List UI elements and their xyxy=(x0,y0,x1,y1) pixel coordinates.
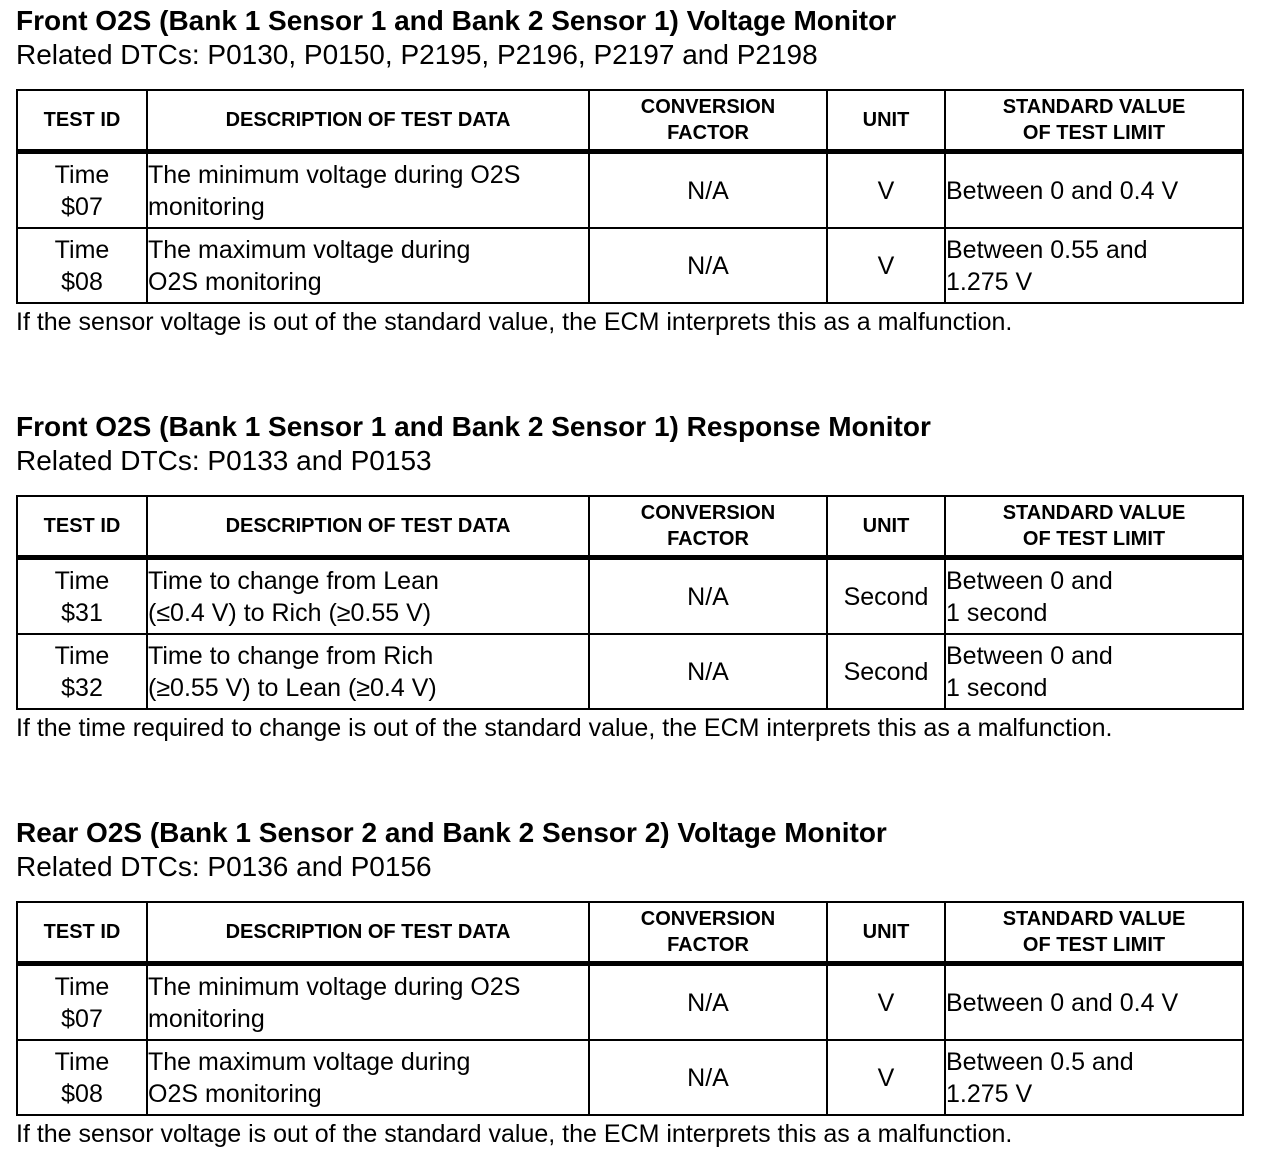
table-row xyxy=(17,634,1243,709)
test-id-cell: Time $07 xyxy=(17,964,147,1041)
unit-cell: V xyxy=(827,964,945,1041)
monitor-table xyxy=(16,901,1244,1116)
unit-cell: V xyxy=(827,152,945,229)
table-row xyxy=(17,228,1243,303)
header-conversion-factor: CONVERSION FACTOR xyxy=(589,90,827,152)
related-dtcs: Related DTCs: P0136 and P0156 xyxy=(16,851,432,882)
header-test-id: TEST ID xyxy=(17,496,147,558)
header-standard-value: STANDARD VALUE OF TEST LIMIT xyxy=(945,90,1243,152)
section-title: Front O2S (Bank 1 Sensor 1 and Bank 2 Sensor 1) Voltage Monitor xyxy=(16,5,897,36)
header-conversion-factor: CONVERSION FACTOR xyxy=(589,496,827,558)
conversion-cell: N/A xyxy=(589,964,827,1041)
malfunction-note: If the sensor voltage is out of the standard value, the ECM interprets this as a malfunction. xyxy=(16,308,1013,336)
standard-value-cell: Between 0 and 0.4 V xyxy=(945,964,1243,1041)
malfunction-note: If the time required to change is out of the standard value, the ECM interprets this as a malfunction. xyxy=(16,714,1113,742)
unit-cell: Second xyxy=(827,558,945,635)
table-header-row xyxy=(17,90,1243,152)
header-standard-value: STANDARD VALUE OF TEST LIMIT xyxy=(945,496,1243,558)
standard-value-cell: Between 0 and 1 second xyxy=(945,634,1243,709)
monitor-table xyxy=(16,495,1244,710)
section-front-voltage-monitor xyxy=(16,4,1244,338)
description-cell: Time to change from Lean (≤0.4 V) to Rich (≥0.55 V) xyxy=(147,558,589,635)
table-row xyxy=(17,152,1243,229)
test-id-cell: Time $07 xyxy=(17,152,147,229)
conversion-cell: N/A xyxy=(589,1040,827,1115)
header-test-id: TEST ID xyxy=(17,902,147,964)
unit-cell: Second xyxy=(827,634,945,709)
standard-value-cell: Between 0 and 1 second xyxy=(945,558,1243,635)
description-cell: Time to change from Rich (≥0.55 V) to Lean (≥0.4 V) xyxy=(147,634,589,709)
description-cell: The maximum voltage during O2S monitoring xyxy=(147,1040,589,1115)
unit-cell: V xyxy=(827,1040,945,1115)
standard-value-cell: Between 0 and 0.4 V xyxy=(945,152,1243,229)
table-row xyxy=(17,1040,1243,1115)
unit-cell: V xyxy=(827,228,945,303)
header-unit: UNIT xyxy=(827,496,945,558)
test-id-cell: Time $08 xyxy=(17,1040,147,1115)
section-title: Front O2S (Bank 1 Sensor 1 and Bank 2 Sensor 1) Response Monitor xyxy=(16,411,931,442)
section-title: Rear O2S (Bank 1 Sensor 2 and Bank 2 Sensor 2) Voltage Monitor xyxy=(16,817,887,848)
table-row xyxy=(17,558,1243,635)
test-id-cell: Time $08 xyxy=(17,228,147,303)
conversion-cell: N/A xyxy=(589,228,827,303)
header-description: DESCRIPTION OF TEST DATA xyxy=(147,496,589,558)
conversion-cell: N/A xyxy=(589,152,827,229)
table-header-row xyxy=(17,496,1243,558)
header-unit: UNIT xyxy=(827,902,945,964)
monitor-table xyxy=(16,89,1244,304)
header-test-id: TEST ID xyxy=(17,90,147,152)
test-id-cell: Time $31 xyxy=(17,558,147,635)
related-dtcs: Related DTCs: P0133 and P0153 xyxy=(16,445,432,476)
standard-value-cell: Between 0.55 and 1.275 V xyxy=(945,228,1243,303)
header-standard-value: STANDARD VALUE OF TEST LIMIT xyxy=(945,902,1243,964)
header-conversion-factor: CONVERSION FACTOR xyxy=(589,902,827,964)
description-cell: The minimum voltage during O2S monitoring xyxy=(147,964,589,1041)
header-description: DESCRIPTION OF TEST DATA xyxy=(147,90,589,152)
test-id-cell: Time $32 xyxy=(17,634,147,709)
section-front-response-monitor xyxy=(16,410,1244,744)
description-cell: The maximum voltage during O2S monitoring xyxy=(147,228,589,303)
header-unit: UNIT xyxy=(827,90,945,152)
standard-value-cell: Between 0.5 and 1.275 V xyxy=(945,1040,1243,1115)
conversion-cell: N/A xyxy=(589,558,827,635)
description-cell: The minimum voltage during O2S monitoring xyxy=(147,152,589,229)
table-header-row xyxy=(17,902,1243,964)
header-description: DESCRIPTION OF TEST DATA xyxy=(147,902,589,964)
related-dtcs: Related DTCs: P0130, P0150, P2195, P2196, P2197 and P2198 xyxy=(16,39,818,70)
conversion-cell: N/A xyxy=(589,634,827,709)
table-row xyxy=(17,964,1243,1041)
section-rear-voltage-monitor xyxy=(16,816,1244,1150)
malfunction-note: If the sensor voltage is out of the standard value, the ECM interprets this as a malfunction. xyxy=(16,1120,1013,1148)
